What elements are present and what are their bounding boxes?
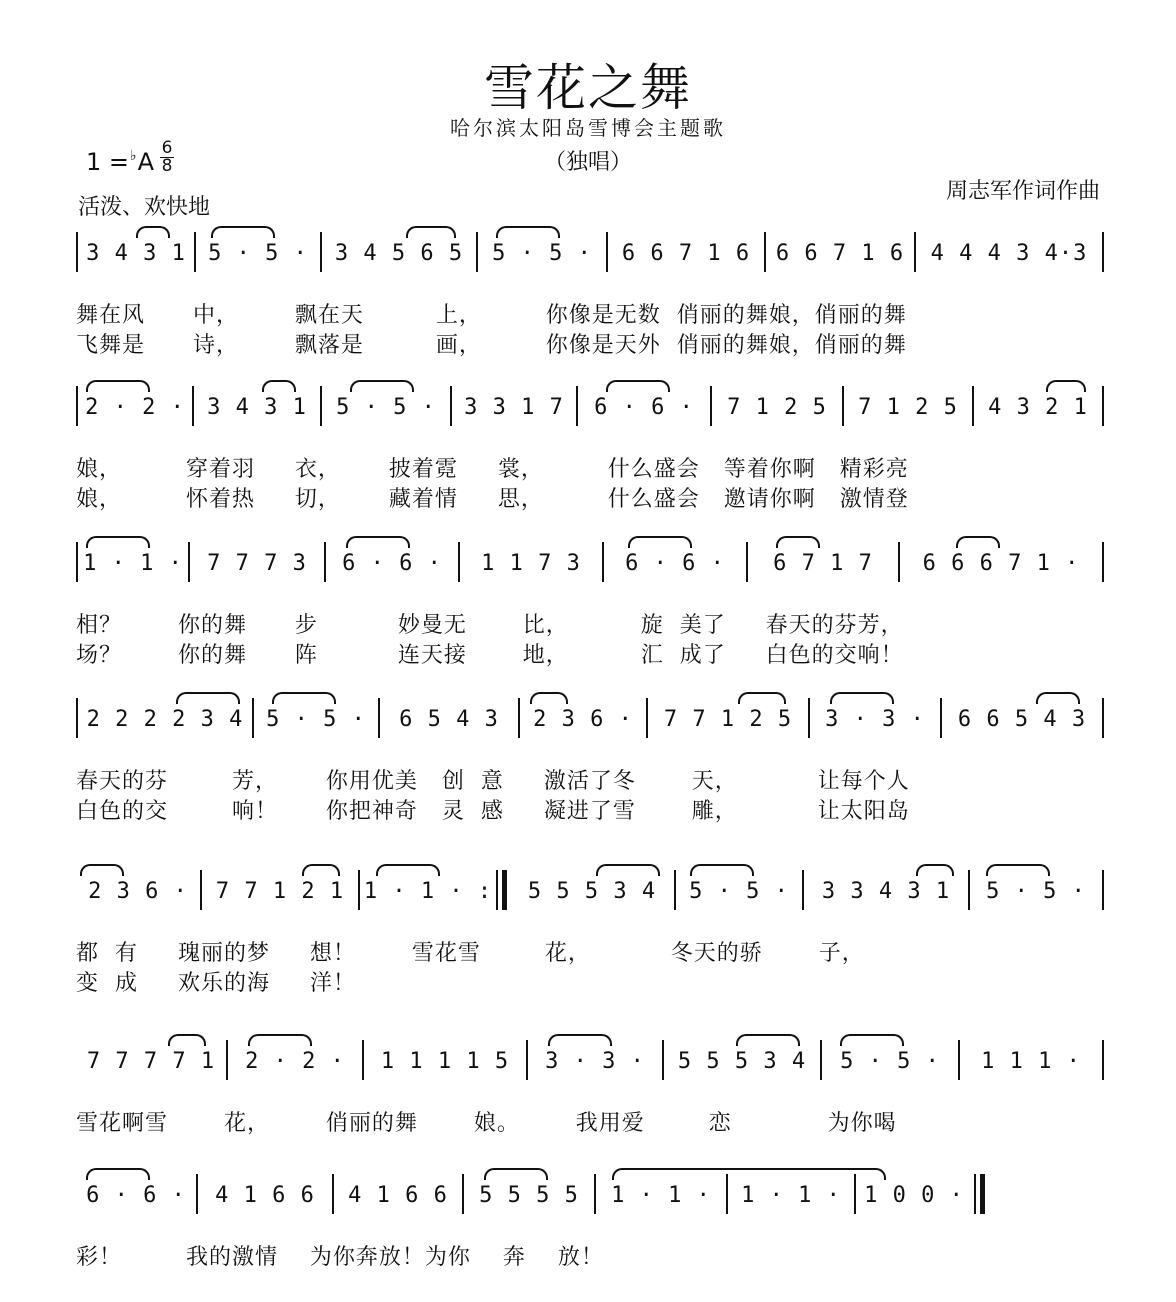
measure	[464, 1176, 594, 1214]
slur	[168, 1034, 206, 1046]
measure	[326, 544, 458, 582]
measure	[478, 234, 606, 272]
slur	[484, 1168, 548, 1180]
measure	[748, 544, 898, 582]
measure-notes: 5 5 5 5	[479, 1182, 579, 1208]
score-system-5	[76, 870, 1104, 996]
measure-notes: 2 3 6 ·	[88, 878, 188, 904]
measure-notes: 2 · 2 ·	[85, 394, 185, 420]
bar-line	[1102, 1040, 1104, 1080]
lyric-verse-2: 变 成 欢乐的海 洋！	[76, 971, 356, 996]
measure	[974, 388, 1102, 426]
slur	[956, 536, 1000, 548]
measure	[76, 1042, 226, 1080]
slur	[1036, 692, 1080, 704]
slur	[176, 692, 240, 704]
staff-row	[76, 542, 1104, 586]
tie	[376, 864, 440, 876]
staff-row	[76, 232, 1104, 276]
measure	[322, 234, 476, 272]
measure	[460, 544, 602, 582]
measure	[78, 700, 252, 738]
bar-line	[496, 870, 498, 910]
measure-notes: 1 · 1 ·	[83, 550, 183, 576]
measure-notes: 5 · 5 ·	[266, 706, 366, 732]
lyric-verse-1: 舞在风 中， 飘在天 上， 你像是无数 俏丽的舞娘，俏丽的舞	[76, 303, 907, 328]
tie	[548, 1034, 612, 1046]
slur	[406, 226, 456, 238]
measure-notes: 5 · 5 ·	[840, 1048, 940, 1074]
final-barline	[980, 1174, 985, 1214]
measure	[604, 544, 746, 582]
measure-notes: 7 7 7 7 1	[86, 1048, 216, 1074]
measure	[942, 700, 1102, 738]
slur	[596, 864, 660, 876]
measure-notes: 3 · 3 ·	[825, 706, 925, 732]
measure-notes: 7 7 1 2 5	[663, 706, 793, 732]
tie	[606, 380, 670, 392]
measure	[596, 1176, 726, 1214]
song-subtitle: 哈尔滨太阳岛雪博会主题歌	[450, 116, 726, 140]
slur	[738, 692, 786, 704]
measure-notes: 4 1 6 6	[215, 1182, 315, 1208]
measure	[254, 700, 378, 738]
measure	[712, 388, 842, 426]
measure-notes: 6 · 6 ·	[86, 1182, 186, 1208]
measure-notes: 6 6 6 7 1 ·	[922, 550, 1080, 576]
staff-row	[76, 870, 1104, 914]
lyric-verse-1: 春天的芬 芳， 你用优美 创 意 激活了冬 天， 让每个人	[76, 769, 910, 794]
measure	[648, 700, 808, 738]
measure	[76, 872, 200, 910]
time-signature	[160, 140, 174, 175]
slur	[916, 864, 954, 876]
tie	[690, 864, 754, 876]
lyric-verse-1: 娘， 穿着羽 衣， 披着霓 裳， 什么盛会 等着你啊 精彩亮	[76, 457, 909, 482]
measure	[520, 700, 646, 738]
measure-notes: 1 · 1 ·	[741, 1182, 841, 1208]
bar-line	[974, 1174, 976, 1214]
tie	[272, 692, 336, 704]
measure	[78, 544, 188, 582]
measure-notes: 5 · 5 ·	[336, 394, 436, 420]
lyric-verse-1: 相？ 你的舞 步 妙曼无 比， 旋 美了 春天的芬芳，	[76, 613, 904, 638]
measure	[960, 1042, 1102, 1080]
measure	[190, 544, 324, 582]
slur	[1046, 380, 1086, 392]
slur	[776, 536, 820, 548]
measure	[916, 234, 1102, 272]
key-signature	[86, 148, 154, 176]
measure-notes: 7 7 7 3	[207, 550, 307, 576]
bar-line	[1102, 232, 1104, 272]
measure	[198, 1176, 332, 1214]
measure-notes: 4 3 2 1	[988, 394, 1088, 420]
lyric-verse-2: 场？ 你的舞 阵 连天接 地， 汇 成了 白色的交响！	[76, 643, 904, 668]
staff-row	[76, 386, 1104, 430]
slur	[80, 864, 124, 876]
score-system-7	[76, 1174, 1104, 1294]
measure	[322, 388, 450, 426]
measure-notes: 1 1 7 3	[481, 550, 581, 576]
measure-notes: 5 5 5 3 4	[527, 878, 657, 904]
score-system-2	[76, 386, 1104, 512]
measure-notes: 3 4 3 1	[207, 394, 307, 420]
slur	[262, 380, 296, 392]
measure	[510, 872, 674, 910]
bar-line	[1102, 698, 1104, 738]
measure-notes: 4 1 6 6	[348, 1182, 448, 1208]
repeat-barline	[502, 870, 507, 910]
score-system-3	[76, 542, 1104, 668]
measure	[196, 234, 320, 272]
measure-notes: 5 · 5 ·	[689, 878, 789, 904]
measure	[76, 1176, 196, 1214]
measure	[194, 388, 320, 426]
bar-line	[1102, 386, 1104, 426]
measure	[810, 700, 940, 738]
measure-notes: 3 4 3 1	[86, 240, 186, 266]
bar-line	[1102, 870, 1104, 910]
measure	[856, 1176, 972, 1214]
measure-notes: 3 · 3 ·	[545, 1048, 645, 1074]
tie	[350, 380, 414, 392]
measure-notes: 3 3 4 3 1	[821, 878, 951, 904]
measure	[334, 1176, 462, 1214]
flat-sign: ♭	[130, 148, 137, 164]
measure	[228, 1042, 362, 1080]
measure	[578, 388, 710, 426]
tie	[211, 226, 275, 238]
slur	[530, 692, 568, 704]
measure	[364, 1042, 526, 1080]
measure-notes: 2 · 2 ·	[245, 1048, 345, 1074]
lyric-verse-2: 娘， 怀着热 切， 藏着情 思， 什么盛会 邀请你啊 激情登	[76, 487, 909, 512]
measure	[822, 1042, 958, 1080]
measure-notes: 4 4 4 3 4·3	[930, 240, 1088, 266]
slur	[136, 226, 170, 238]
measure-notes: 5 5 5 3 4	[677, 1048, 807, 1074]
key-prefix: 1 =	[86, 148, 130, 176]
staff-row	[76, 1174, 1104, 1218]
measure	[676, 872, 802, 910]
tie	[612, 1168, 886, 1180]
lyric-verse-2: 白色的交 响！ 你把神奇 灵 感 凝进了雪 雕， 让太阳岛	[76, 799, 910, 824]
measure-notes: 7 7 1 2 1	[215, 878, 345, 904]
tie	[86, 380, 150, 392]
time-signature-top: 6	[161, 138, 173, 158]
measure	[608, 234, 764, 272]
lyric-verse-1: 雪花啊雪 花， 俏丽的舞 娘。 我用爱 恋 为你喝	[76, 1111, 897, 1136]
performance-type: （独唱）	[543, 150, 632, 175]
measure-notes: 6 · 6 ·	[594, 394, 694, 420]
tie	[840, 1034, 904, 1046]
song-title: 雪花之舞	[484, 59, 692, 117]
measure-notes: 1 · 1 · :	[363, 878, 493, 904]
measure	[900, 544, 1102, 582]
composer-credit: 周志军作词作曲	[945, 179, 1100, 204]
lyric-verse-1: 彩！ 我的激情 为你奔放！为你 奔 放！	[76, 1245, 604, 1270]
measure-notes: 3 4 5 6 5	[334, 240, 464, 266]
measure	[78, 388, 192, 426]
lyric-verse-1: 都 有 瑰丽的梦 想！ 雪花雪 花， 冬天的骄 子，	[76, 941, 865, 966]
staff-row	[76, 1040, 1104, 1084]
measure	[766, 234, 914, 272]
measure-notes: 5 · 5 ·	[986, 878, 1086, 904]
measure-notes: 2 3 6 ·	[533, 706, 633, 732]
tempo-marking: 活泼、欢快地	[78, 195, 211, 220]
measure	[452, 388, 576, 426]
measure-notes: 6 5 4 3	[399, 706, 499, 732]
score-system-1	[76, 232, 1104, 358]
measure-notes: 6 7 1 7	[773, 550, 873, 576]
measure-notes: 5 · 5 ·	[208, 240, 308, 266]
measure-notes: 1 0 0 ·	[864, 1182, 964, 1208]
measure-notes: 3 3 1 7	[464, 394, 564, 420]
measure-notes: 5 · 5 ·	[492, 240, 592, 266]
staff-row	[76, 698, 1104, 742]
measure	[528, 1042, 662, 1080]
measure	[804, 872, 968, 910]
tie	[628, 536, 692, 548]
measure-notes: 6 6 7 1 6	[775, 240, 905, 266]
slur	[736, 1034, 800, 1046]
tie	[496, 226, 560, 238]
lyric-verse-2: 飞舞是 诗， 飘落是 画， 你像是天外 俏丽的舞娘，俏丽的舞	[76, 333, 907, 358]
measure-notes: 1 · 1 ·	[611, 1182, 711, 1208]
tie	[248, 1034, 312, 1046]
measure	[844, 388, 972, 426]
tie	[86, 1168, 150, 1180]
measure	[664, 1042, 820, 1080]
tie	[346, 536, 410, 548]
score-system-6	[76, 1040, 1104, 1160]
measure-notes: 6 · 6 ·	[625, 550, 725, 576]
measure-notes: 6 6 5 4 3	[957, 706, 1087, 732]
measure-notes: 6 6 7 1 6	[621, 240, 751, 266]
slur	[302, 864, 340, 876]
bar-line	[1102, 542, 1104, 582]
measure-notes: 1 1 1 1 5	[380, 1048, 510, 1074]
measure	[970, 872, 1102, 910]
measure	[360, 872, 496, 910]
measure	[78, 234, 194, 272]
measure	[202, 872, 358, 910]
tie	[86, 536, 150, 548]
measure-notes: 1 1 1 ·	[981, 1048, 1081, 1074]
measure-notes: 6 · 6 ·	[342, 550, 442, 576]
measure-notes: 7 1 2 5	[727, 394, 827, 420]
time-signature-bottom: 8	[161, 156, 173, 176]
measure	[728, 1176, 854, 1214]
measure-notes: 7 1 2 5	[858, 394, 958, 420]
tie	[830, 692, 894, 704]
measure-notes: 2 2 2 2 3 4	[86, 706, 244, 732]
key-note: A	[137, 148, 155, 176]
score-system-4	[76, 698, 1104, 824]
measure	[380, 700, 518, 738]
tie	[986, 864, 1050, 876]
